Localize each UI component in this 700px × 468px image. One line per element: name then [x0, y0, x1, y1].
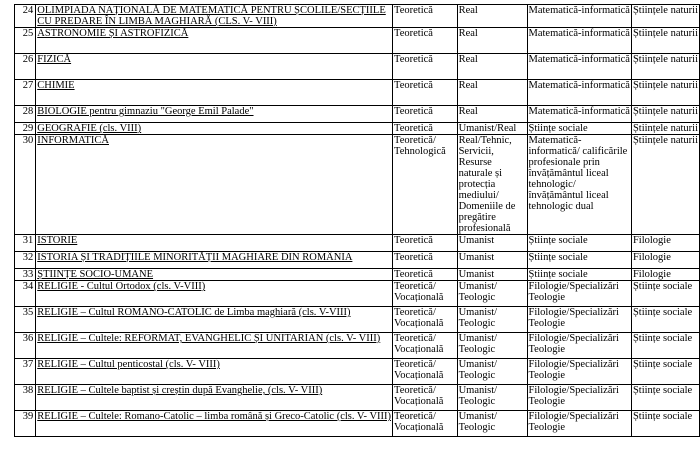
filiera-cell: Teoretică	[393, 80, 458, 106]
domeniu-cell: Științe sociale	[631, 411, 699, 437]
row-number: 27	[15, 80, 36, 106]
filiera-cell: Teoretică	[393, 269, 458, 281]
row-number: 39	[15, 411, 36, 437]
specializare-cell: Matematică-informatică	[527, 80, 631, 106]
filiera-cell: Teoretică	[393, 28, 458, 54]
domeniu-cell: Științele naturii	[631, 135, 699, 235]
filiera-cell: Teoretică/ Tehnologică	[393, 135, 458, 235]
specializare-cell: Științe sociale	[527, 123, 631, 135]
competition-name: RELIGIE – Cultul ROMANO-CATOLIC de Limba maghiară (cls. V-VIII)	[36, 307, 393, 333]
competition-name: GEOGRAFIE (cls. VIII)	[36, 123, 393, 135]
filiera-cell: Teoretică	[393, 106, 458, 123]
profil-cell: Umanist/ Teologic	[457, 385, 527, 411]
filiera-cell: Teoretică/ Vocațională	[393, 307, 458, 333]
table-row	[15, 135, 700, 235]
table-row	[15, 28, 700, 54]
row-number: 32	[15, 252, 36, 269]
profil-cell: Real	[457, 5, 527, 28]
filiera-cell: Teoretică	[393, 123, 458, 135]
specializare-cell: Filologie/Specializări Teologie	[527, 359, 631, 385]
profil-cell: Real	[457, 106, 527, 123]
domeniu-cell: Științe sociale	[631, 359, 699, 385]
table-row	[15, 54, 700, 80]
row-number: 24	[15, 5, 36, 28]
profil-cell: Umanist/ Teologic	[457, 359, 527, 385]
table-row	[15, 269, 700, 281]
row-number: 38	[15, 385, 36, 411]
profil-cell: Real	[457, 28, 527, 54]
specializare-cell: Matematică-informatică/ calificările profesionale prin învățământul liceal tehnologic/ învățământul liceal tehnologic dual	[527, 135, 631, 235]
filiera-cell: Teoretică	[393, 54, 458, 80]
domeniu-cell: Științe sociale	[631, 385, 699, 411]
profil-cell: Umanist/ Teologic	[457, 411, 527, 437]
filiera-cell: Teoretică/ Vocațională	[393, 385, 458, 411]
specializare-cell: Filologie/Specializări Teologie	[527, 385, 631, 411]
competition-name: FIZICĂ	[36, 54, 393, 80]
domeniu-cell: Filologie	[631, 269, 699, 281]
specializare-cell: Filologie/Specializări Teologie	[527, 333, 631, 359]
table-row	[15, 333, 700, 359]
specializare-cell: Filologie/Specializări Teologie	[527, 307, 631, 333]
row-number: 33	[15, 269, 36, 281]
domeniu-cell: Științe sociale	[631, 333, 699, 359]
profil-cell: Umanist	[457, 235, 527, 252]
domeniu-cell: Filologie	[631, 252, 699, 269]
table-row	[15, 235, 700, 252]
row-number: 25	[15, 28, 36, 54]
domeniu-cell: Științe sociale	[631, 307, 699, 333]
row-number: 28	[15, 106, 36, 123]
competition-name: ISTORIE	[36, 235, 393, 252]
competition-name: RELIGIE – Cultele baptist și creștin după Evanghelie, (cls. V- VIII)	[36, 385, 393, 411]
row-number: 34	[15, 281, 36, 307]
competition-name: ASTRONOMIE ȘI ASTROFIZICĂ	[36, 28, 393, 54]
olympiad-table	[14, 4, 700, 437]
profil-cell: Umanist/ Teologic	[457, 307, 527, 333]
filiera-cell: Teoretică	[393, 252, 458, 269]
profil-cell: Umanist	[457, 252, 527, 269]
table-row	[15, 252, 700, 269]
domeniu-cell: Științele naturii	[631, 80, 699, 106]
competition-name: BIOLOGIE pentru gimnaziu "George Emil Palade"	[36, 106, 393, 123]
profil-cell: Umanist/Real	[457, 123, 527, 135]
competition-name: RELIGIE – Cultele: Romano-Catolic – limba română și Greco-Catolic (cls. V- VIII)	[36, 411, 393, 437]
competition-name: CHIMIE	[36, 80, 393, 106]
competition-name: RELIGIE - Cultul Ortodox (cls. V-VIII)	[36, 281, 393, 307]
table-row	[15, 106, 700, 123]
row-number: 35	[15, 307, 36, 333]
specializare-cell: Științe sociale	[527, 269, 631, 281]
table-row	[15, 80, 700, 106]
domeniu-cell: Filologie	[631, 235, 699, 252]
filiera-cell: Teoretică/ Vocațională	[393, 333, 458, 359]
profil-cell: Umanist	[457, 269, 527, 281]
specializare-cell: Științe sociale	[527, 252, 631, 269]
table-row	[15, 307, 700, 333]
domeniu-cell: Științele naturii	[631, 5, 699, 28]
domeniu-cell: Științe sociale	[631, 281, 699, 307]
competition-name: OLIMPIADA NAȚIONALĂ DE MATEMATICĂ PENTRU ȘCOLILE/SECȚIILE CU PREDARE ÎN LIMBA MAGHIARĂ (CLS. V- VIII)	[36, 5, 393, 28]
specializare-cell: Matematică-informatică	[527, 54, 631, 80]
competition-name: ISTORIA ȘI TRADIȚIILE MINORITĂȚII MAGHIARE DIN ROMÂNIA	[36, 252, 393, 269]
table-row	[15, 385, 700, 411]
row-number: 31	[15, 235, 36, 252]
specializare-cell: Matematică-informatică	[527, 28, 631, 54]
filiera-cell: Teoretică/ Vocațională	[393, 281, 458, 307]
row-number: 29	[15, 123, 36, 135]
table-row	[15, 5, 700, 28]
row-number: 36	[15, 333, 36, 359]
specializare-cell: Științe sociale	[527, 235, 631, 252]
profil-cell: Real	[457, 54, 527, 80]
table-row	[15, 411, 700, 437]
filiera-cell: Teoretică	[393, 5, 458, 28]
row-number: 30	[15, 135, 36, 235]
domeniu-cell: Științele naturii	[632, 123, 698, 134]
domeniu-cell: Științele naturii	[631, 28, 699, 54]
specializare-cell: Matematică-informatică	[527, 106, 631, 123]
table-row	[15, 359, 700, 385]
specializare-cell: Matematică-informatică	[527, 5, 631, 28]
competition-name: INFORMATICĂ	[36, 135, 393, 235]
row-number: 26	[15, 54, 36, 80]
profil-cell: Umanist/ Teologic	[457, 333, 527, 359]
specializare-cell: Filologie/Specializări Teologie	[527, 281, 631, 307]
competition-name: RELIGIE – Cultele: REFORMAT, EVANGHELIC ȘI UNITARIAN (cls. V- VIII)	[36, 333, 393, 359]
table-row	[15, 123, 700, 135]
filiera-cell: Teoretică/ Vocațională	[393, 411, 458, 437]
row-number: 37	[15, 359, 36, 385]
profil-cell: Real/Tehnic, Servicii, Resurse naturale și protecția mediului/ Domeniile de pregătire profesională	[457, 135, 527, 235]
competition-name: ȘTIINȚE SOCIO-UMANE	[36, 269, 393, 281]
table-row	[15, 281, 700, 307]
filiera-cell: Teoretică	[393, 235, 458, 252]
specializare-cell: Filologie/Specializări Teologie	[527, 411, 631, 437]
domeniu-cell: Științele naturii	[631, 54, 699, 80]
domeniu-cell: Științele naturii	[631, 106, 699, 123]
filiera-cell: Teoretică/ Vocațională	[393, 359, 458, 385]
profil-cell: Real	[457, 80, 527, 106]
profil-cell: Umanist/ Teologic	[457, 281, 527, 307]
competition-name: RELIGIE – Cultul penticostal (cls. V- VIII)	[36, 359, 393, 385]
